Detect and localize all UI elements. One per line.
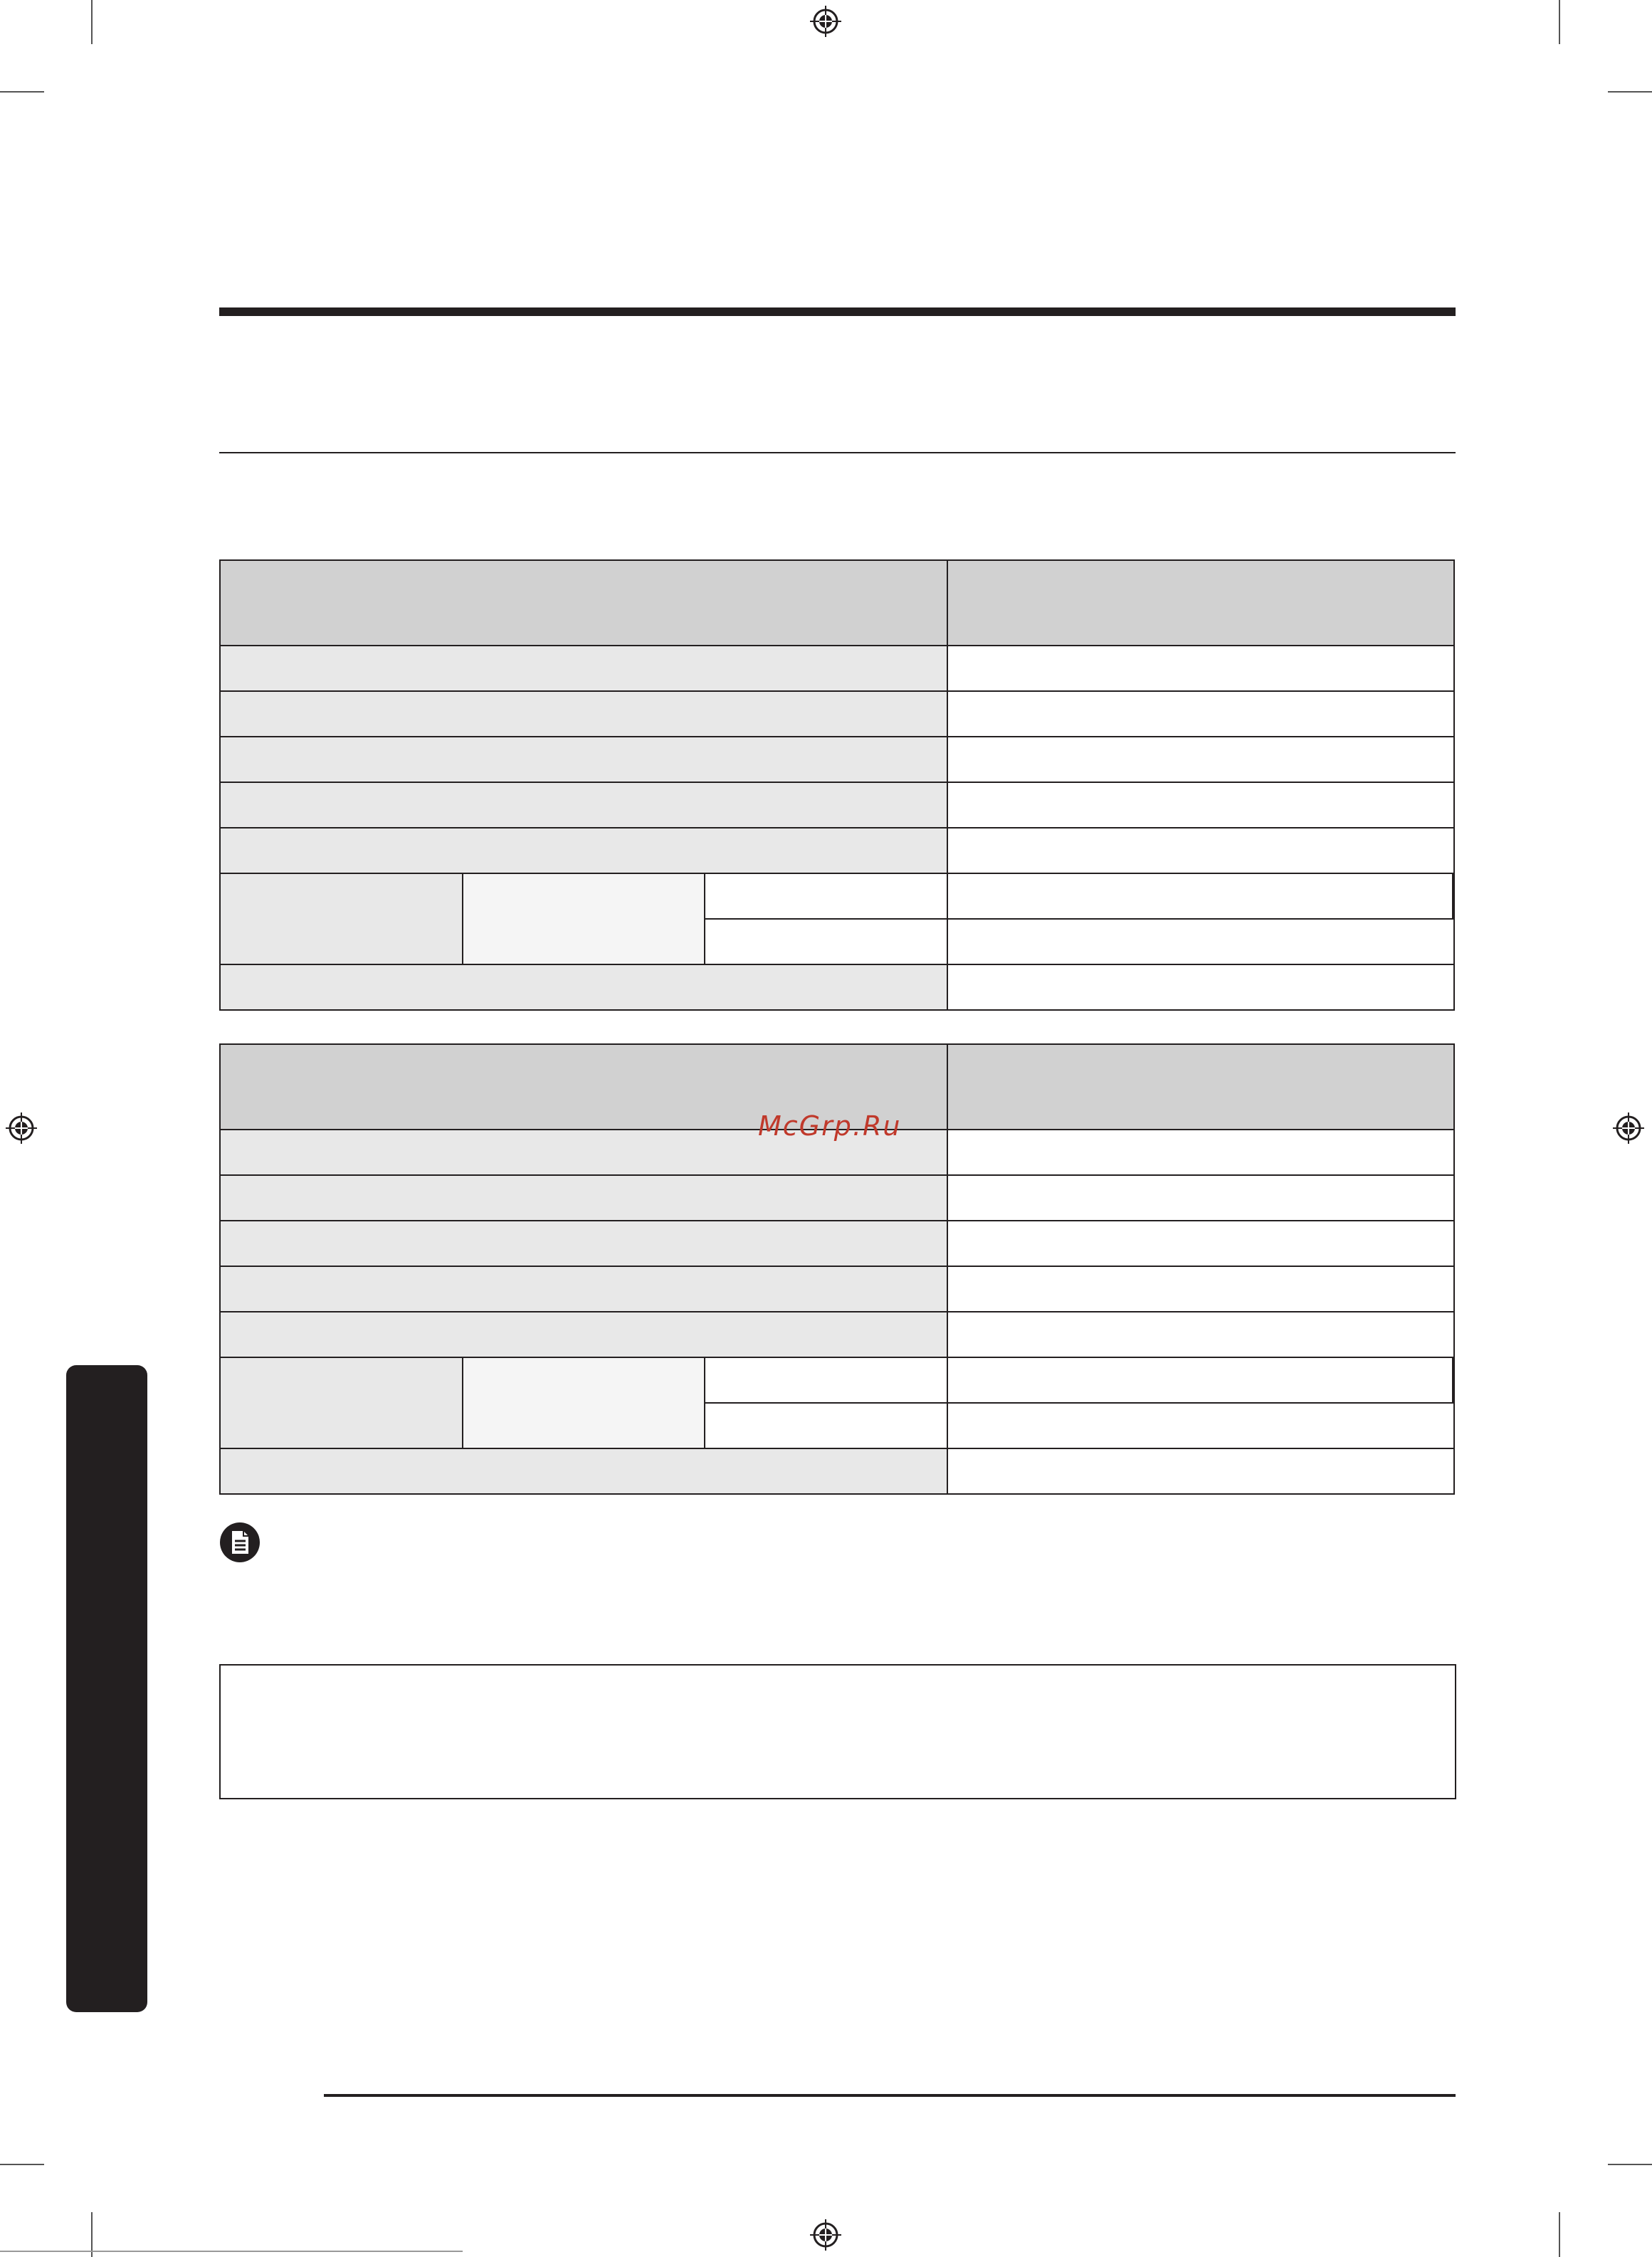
note-icon xyxy=(219,1522,261,1563)
spec-table-1 xyxy=(219,559,1455,1011)
table-sub-label-cell xyxy=(705,1404,948,1449)
table-header-cell xyxy=(948,561,1453,646)
table-sub-label-cell xyxy=(705,1358,948,1404)
table-merged-label-cell xyxy=(221,1358,463,1449)
table-row xyxy=(221,1176,1453,1221)
table-row xyxy=(221,692,1453,737)
table-sub-label-cell xyxy=(705,920,948,965)
table-label-cell xyxy=(221,783,948,828)
crop-mark-bottom-right xyxy=(1559,2212,1560,2257)
table-sub-label-group xyxy=(705,874,948,965)
table-value-cell xyxy=(948,783,1453,828)
table-merged-sub-cell xyxy=(463,874,705,965)
crop-mark-bottom-left-h xyxy=(0,2164,44,2165)
table-row xyxy=(221,1221,1453,1267)
table-sub-value-group xyxy=(948,1358,1453,1449)
table-value-cell xyxy=(948,920,1453,965)
table-value-cell xyxy=(948,874,1453,920)
section-subtitle-rule xyxy=(219,452,1456,453)
table-value-cell xyxy=(948,1449,1453,1493)
table-value-cell xyxy=(948,692,1453,737)
chapter-side-tab xyxy=(66,1365,147,2012)
table-sub-label-group xyxy=(705,1358,948,1449)
table-row xyxy=(221,1449,1453,1493)
table-value-cell xyxy=(948,1267,1453,1312)
table-merged-sub-cell xyxy=(463,1358,705,1449)
table-value-cell xyxy=(948,646,1453,692)
table-sub-label-cell xyxy=(705,874,948,920)
table-label-cell xyxy=(221,828,948,874)
table-header-cell xyxy=(221,561,948,646)
table-value-cell xyxy=(948,1221,1453,1267)
table-label-cell xyxy=(221,692,948,737)
table-label-cell xyxy=(221,1449,948,1493)
info-box xyxy=(219,1664,1456,1799)
table-label-cell xyxy=(221,1221,948,1267)
table-label-cell xyxy=(221,1176,948,1221)
crop-mark-top-right-h xyxy=(1608,91,1652,93)
registration-mark-icon xyxy=(810,2219,841,2251)
table-label-cell xyxy=(221,965,948,1009)
table-header-row xyxy=(221,561,1453,646)
registration-mark-icon xyxy=(810,6,841,37)
watermark-text: McGrp.Ru xyxy=(758,1110,902,1142)
table-value-cell xyxy=(948,1312,1453,1358)
table-value-cell xyxy=(948,965,1453,1009)
table-row xyxy=(221,828,1453,874)
table-label-cell xyxy=(221,646,948,692)
crop-mark-bottom-right-h xyxy=(1608,2164,1652,2165)
print-slug-line xyxy=(0,2251,463,2252)
crop-mark-top-right xyxy=(1559,0,1560,44)
table-merged-row xyxy=(221,1358,1453,1449)
crop-mark-top-left-h xyxy=(0,91,44,93)
table-value-cell xyxy=(948,1358,1453,1404)
table-label-cell xyxy=(221,1312,948,1358)
table-value-cell xyxy=(948,1176,1453,1221)
table-label-cell xyxy=(221,1267,948,1312)
table-row xyxy=(221,1312,1453,1358)
table-label-cell xyxy=(221,737,948,783)
registration-mark-icon xyxy=(6,1112,37,1144)
table-header-cell xyxy=(948,1045,1453,1130)
crop-mark-top-left xyxy=(91,0,93,44)
table-sub-value-group xyxy=(948,874,1453,965)
footer-rule xyxy=(324,2094,1456,2097)
table-value-cell xyxy=(948,737,1453,783)
table-row xyxy=(221,646,1453,692)
section-title-rule xyxy=(219,307,1456,316)
table-merged-row xyxy=(221,874,1453,965)
table-row xyxy=(221,965,1453,1009)
table-merged-label-cell xyxy=(221,874,463,965)
table-row xyxy=(221,783,1453,828)
registration-mark-icon xyxy=(1613,1112,1644,1144)
table-value-cell xyxy=(948,828,1453,874)
table-row xyxy=(221,737,1453,783)
table-value-cell xyxy=(948,1130,1453,1176)
table-value-cell xyxy=(948,1404,1453,1449)
table-row xyxy=(221,1267,1453,1312)
